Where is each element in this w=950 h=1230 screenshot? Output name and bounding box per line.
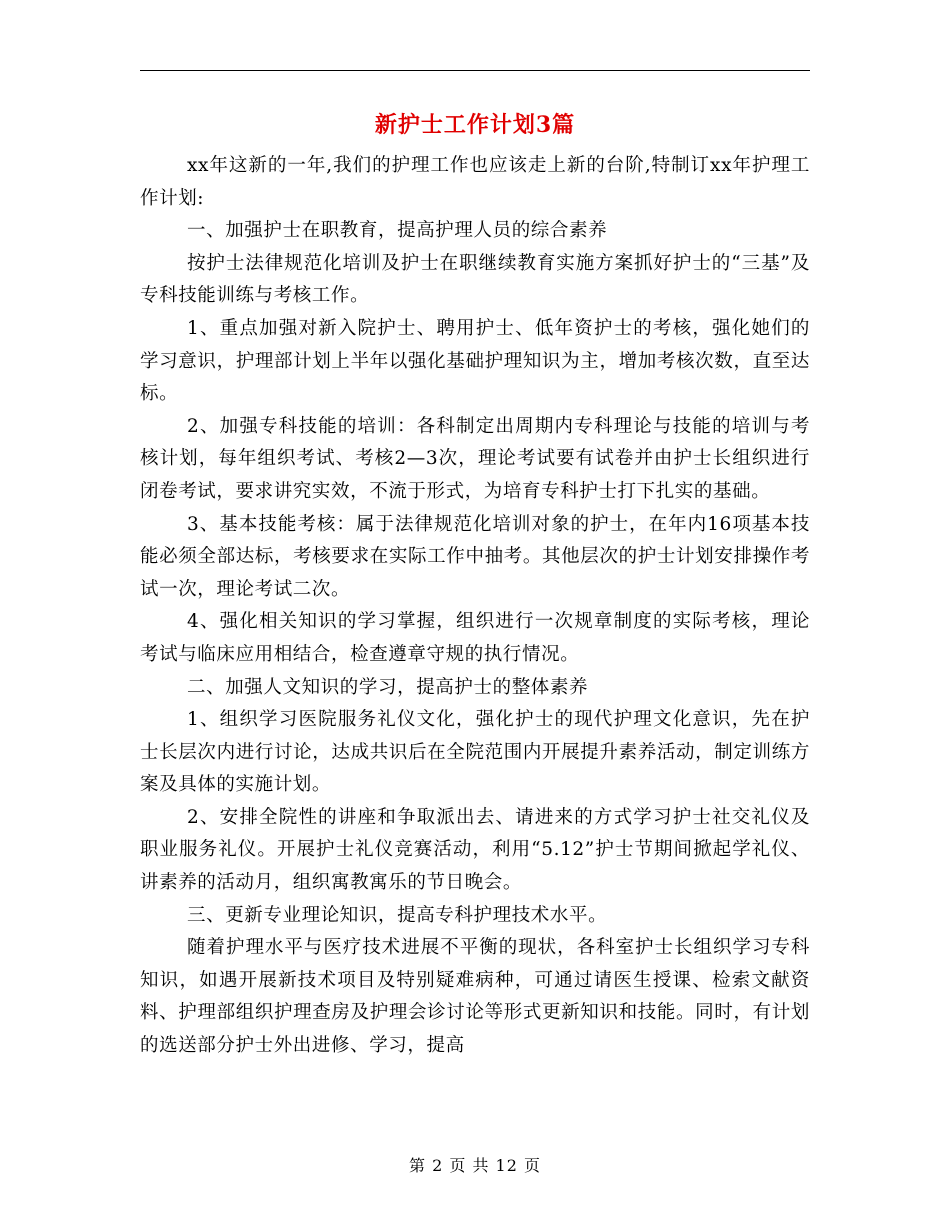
list-item-etiquette-2: 2、安排全院性的讲座和争取派出去、请进来的方式学习护士社交礼仪及职业服务礼仪。开展护士礼仪竞赛活动，利用“5.12”护士节期间掀起学礼仪、讲素养的活动月，组织寓教寓乐的节日晚会。: [140, 806, 810, 894]
paragraph-intro: xx年这新的一年,我们的护理工作也应该走上新的台阶,特制订xx年护理工作计划:: [140, 155, 810, 209]
document-body: [140, 150, 810, 1063]
section-heading-1: 一、加强护士在职教育，提高护理人员的综合素养: [187, 220, 608, 242]
list-item-1: 1、重点加强对新入院护士、聘用护士、低年资护士的考核，强化她们的学习意识，护理部计划上半年以强化基础护理知识为主，增加考核次数，直至达标。: [140, 317, 810, 405]
document-title: 新护士工作计划3篇: [374, 112, 576, 138]
header-rule: [140, 70, 810, 71]
page-number: 第 2 页 共 12 页: [409, 1156, 541, 1175]
section-heading-3: 三、更新专业理论知识，提高专科护理技术水平。: [187, 904, 608, 926]
section-heading-2: 二、加强人文知识的学习，提高护士的整体素养: [187, 676, 589, 698]
list-item-2: 2、加强专科技能的培训：各科制定出周期内专科理论与技能的培训与考核计划，每年组织考试、考核2—3次，理论考试要有试卷并由护士长组织进行闭卷考试，要求讲究实效，不流于形式，为培育专科护士打下扎实的基础。: [140, 415, 810, 502]
paragraph-training-plan: 按护士法律规范化培训及护士在职继续教育实施方案抓好护士的“三基”及专科技能训练与考核工作。: [140, 252, 810, 307]
list-item-4: 4、强化相关知识的学习掌握，组织进行一次规章制度的实际考核，理论考试与临床应用相结合，检查遵章守规的执行情况。: [140, 611, 810, 665]
list-item-3: 3、基本技能考核：属于法律规范化培训对象的护士，在年内16项基本技能必须全部达标，考核要求在实际工作中抽考。其他层次的护士计划安排操作考试一次，理论考试二次。: [140, 513, 810, 600]
list-item-etiquette-1: 1、组织学习医院服务礼仪文化，强化护士的现代护理文化意识，先在护士长层次内进行讨论，达成共识后在全院范围内开展提升素养活动，制定训练方案及具体的实施计划。: [140, 709, 810, 796]
paragraph-professional-knowledge: 随着护理水平与医疗技术进展不平衡的现状，各科室护士长组织学习专科知识，如遇开展新技术项目及特别疑难病种，可通过请医生授课、检索文献资料、护理部组织护理查房及护理会诊讨论等形式更新知识和技能。同时，有计划的选送部分护士外出进修、学习，提高: [140, 937, 810, 1057]
